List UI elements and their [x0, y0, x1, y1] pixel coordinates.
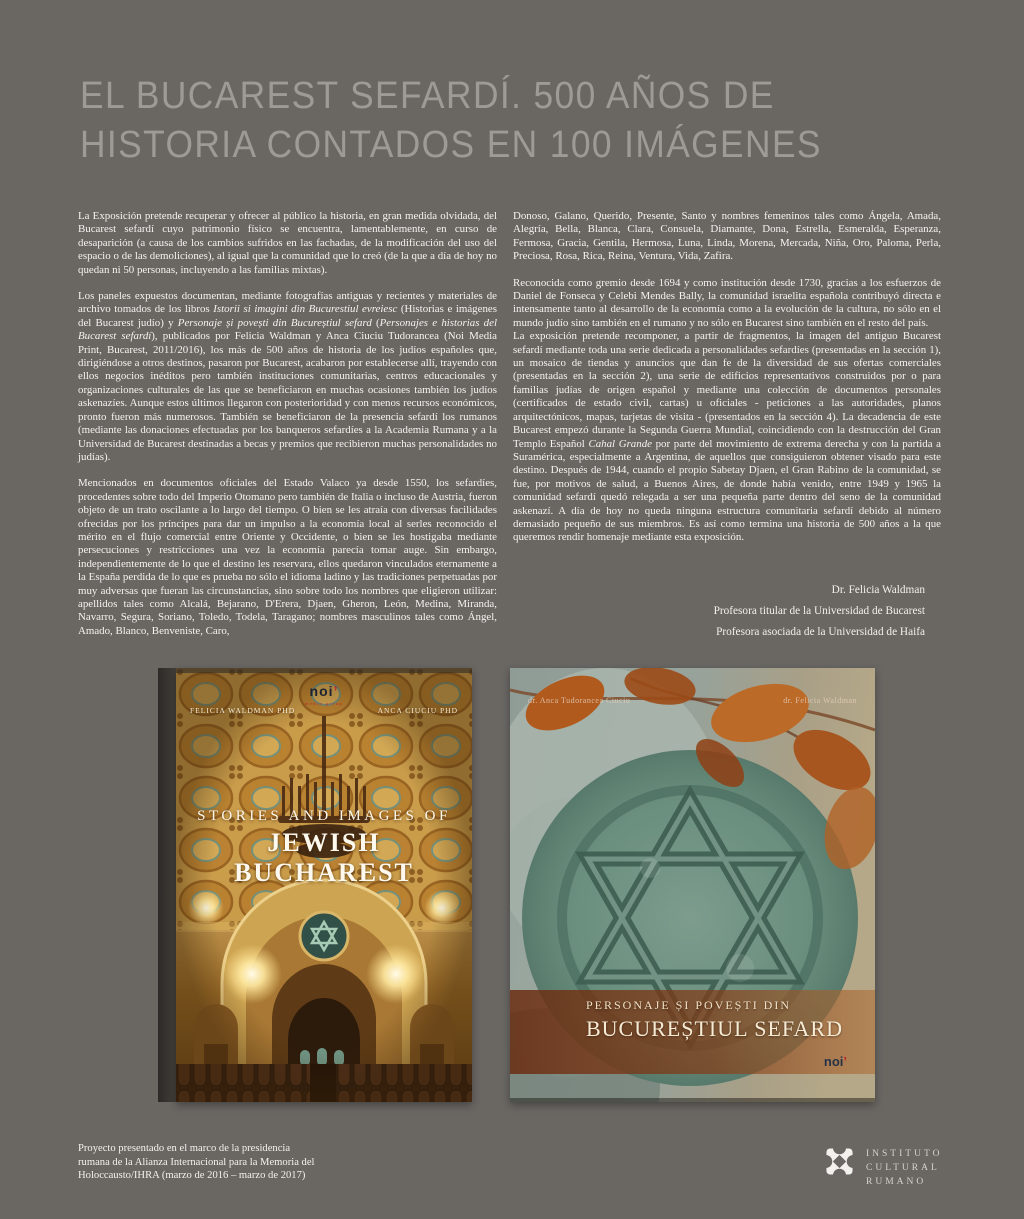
- book-main-title: BUCUREȘTIUL SEFARD: [586, 1016, 843, 1041]
- noi-logo-small: noi’: [823, 1054, 847, 1069]
- noi-logo-text: noi’: [309, 683, 339, 699]
- signature-role-2: Profesora asociada de la Universidad de Haifa: [716, 626, 925, 638]
- paragraph-guild: Reconocida como gremio desde 1694 y como institución desde 1730, gracias a los esfuerzos de Daniel de Fonseca y Celebi Mendes Bally, la comunidad israelita española contribuyó directa e intensamente tanto al desarrollo de la economía como a la evolución de la cultura, no sólo en el mundo judío sino también en el rumano y no sólo en Bucarest sino también en el resto del país.: [513, 276, 941, 329]
- text-column-left: [78, 210, 497, 651]
- project-note-line3: Holoccausto/IHRA (marzo de 2016 – marzo de 2017): [78, 1170, 306, 1182]
- book-cover-left-art: [176, 668, 472, 1102]
- project-note: [78, 1142, 314, 1183]
- book-subtitle: PERSONAJE ȘI POVEȘTI DIN: [586, 998, 792, 1012]
- page-title-line1: EL BUCAREST SEFARDÍ. 500 AÑOS DE: [80, 75, 775, 117]
- signature-block: [513, 580, 941, 643]
- icr-wordmark: [866, 1148, 942, 1189]
- book-cover-bucurestiul-sefard: [510, 668, 875, 1102]
- book-credits-row: [510, 696, 875, 705]
- paragraph-panels: Los paneles expuestos documentan, mediante fotografías antiguas y recientes y materiales de archivo tomados de los libros Istorii si imagini din Bucurestiul evreiesc (Historias e imágenes del Bucarest judío) y Personaje și povești din Bucureștiul sefard (Personajes e historias del Bucarest sefardí), publicados por Felicia Waldman y Anca Ciuciu Tudorancea (Noi Media Print, Bucarest, 2011/2016), los más de 500 años de historia de los judíos españoles que, dirigiéndose a otros destinos, pasaron por Bucarest, acabaron por establecerse allí, trayendo con ellos negocios inéditos pero también instituciones comunitarias, centros educacionales y organizaciones culturales de las que se beneficiaron en muchas ocasiones también los judíos askenazíes. Aunque estos últimos llegaron con posterioridad y con menos recursos económicos, pronto fueron más numerosos. También se beneficiaron de la presencia sefardí los rumanos (mediante las donaciones efectuadas por los banqueros sefardíes a la Academia Rumana y a la Universidad de Bucarest destinadas a becas y premios que recibieron muchas personalidades no judías).: [78, 290, 497, 463]
- credit-left: dr. Anca Tudorancea Ciuciu: [528, 696, 631, 705]
- book-title-main: JEWISH BUCHAREST: [234, 828, 414, 887]
- icr-line2: CULTURAL: [866, 1162, 940, 1173]
- noi-media-group-logo: [176, 684, 472, 707]
- author-left: FELICIA WALDMAN PHD: [190, 706, 296, 715]
- icr-rosette-icon: [825, 1147, 854, 1176]
- paragraph-exhibition: La exposición pretende recomponer, a partir de fragmentos, la imagen del antiguo Bucarest sefardí mediante toda una serie dedicada a personalidades sefardíes (presentadas en la sección 1), un mosaico de tiendas y anuncios que dan fe de la diversidad de sus ofertas comerciales (presentadas en la sección 2), una serie de edificios representativos construidos por o para familias judías de origen español y mediante una colección de documentos personales (certificados de estado civil, cartas) u oficiales - peticiones a las autoridades, planos arquitectónicos, mapas, tarjetas de visita - (presentados en la sección 4). La decadencia de este Bucarest empezó durante la Segunda Guerra Mundial, coincidiendo con la destrucción del Gran Templo Español Cahal Grande por parte del movimiento de extrema derecha y con la partida a Suramérica, especialmente a Argentina, de aquellos que consiguieron obtener visado para este destino. Después de 1944, cuando el propio Sabetay Djaen, el Gran Rabino de la comunidad, se fue, por motivos de salud, a Buenos Aires, de donde había venido, entre 1949 y 1965 la comunidad sefardí quedó relegada a ser una pequeña parte dentro del seno de la comunidad askenazí. A día de hoy no queda ninguna estructura comunitaria sefardí debido al número demasiado pequeño de sus miembros. Es así como termina una historia de 500 años a la que queremos rendir homenaje mediante esta exposición.: [513, 330, 941, 544]
- page-title-line2: HISTORIA CONTADOS EN 100 IMÁGENES: [80, 124, 822, 166]
- noi-logo-small-accent: ’: [843, 1054, 847, 1069]
- book-spine: [158, 668, 176, 1102]
- signature-name: Dr. Felicia Waldman: [831, 584, 925, 596]
- noi-logo-subtext: media group: [304, 701, 344, 706]
- page-title: [80, 72, 822, 170]
- paragraph-history: Mencionados en documentos oficiales del Estado Valaco ya desde 1550, los sefardíes, procedentes sobre todo del Imperio Otomano pero también de Italia o incluso de Austria, fueron objeto de un trato oscilante a lo largo del tiempo. O bien se les atraía con diversas facilidades ofrecidas por los príncipes para dar un impulso a la economía local al serles reconocido el mérito en el flujo comercial entre Oriente y Occidente, o bien se les hostigaba mediante persecuciones y restricciones una vez la economía parecía tomar auge. Sin embargo, independientemente de lo que el destino les reservara, ellos quedaron vinculados eternamente a la España perdida de lo que es prueba no sólo el idioma ladino y las tradiciones perpetuadas por muy adversas que fueran las circunstancias, sino sobre todo los nombres que eligieron utilizar: apellidos tales como Alcalá, Bejarano, D'Erera, Djaen, Gheron, León, Medina, Miranda, Navarro, Segura, Soriano, Toledo, Todela, Taragano; nombres masculinos tales como Ángel, Amado, Blanco, Benveniste, Caro,: [78, 477, 497, 637]
- signature-role-1: Profesora titular de la Universidad de Bucarest: [713, 605, 925, 617]
- project-note-line2: rumana de la Alianza Internacional para la Memoria del: [78, 1156, 315, 1168]
- project-note-line1: Proyecto presentado en el marco de la presidencia: [78, 1143, 291, 1154]
- book-authors-row: [176, 706, 472, 715]
- paragraph-intro: La Exposición pretende recuperar y ofrecer al público la historia, en gran medida olvidada, del Bucarest sefardí cuyo patrimonio físico se encuentra, lamentablemente, en curso de desaparición (a causa de los cambios sufridos en las fachadas, de la modificación del uso del espacio o de las demoliciones), al igual que la comunidad que lo creó (de la que a día de hoy no quedan ni 50 personas, incluyendo a las familias mixtas).: [78, 210, 497, 276]
- romanian-cultural-institute-logo: [825, 1147, 942, 1189]
- paragraph-names: Donoso, Galano, Querido, Presente, Santo y nombres femeninos tales como Ángela, Amada, Alegría, Bella, Blanca, Clara, Consuela, Diamante, Dona, Estrella, Esmeralda, Esperanza, Fermosa, Gracia, Gentila, Hermosa, Luna, Linda, Morena, Mercada, Niña, Oro, Paloma, Perla, Preciosa, Rosa, Rica, Reina, Ventura, Vida, Zafira.: [513, 210, 941, 263]
- book-title-upper: STORIES AND IMAGES OF: [197, 808, 451, 824]
- book-cover-right-art: [510, 668, 875, 1102]
- book-banner-text: [510, 998, 875, 1042]
- author-right: ANCA CIUCIU PHD: [377, 706, 458, 715]
- icr-line3: RUMANO: [866, 1176, 927, 1187]
- noi-logo-accent: ’: [333, 683, 339, 699]
- book-cover-jewish-bucharest: [158, 668, 472, 1102]
- icr-line1: INSTITUTO: [866, 1149, 943, 1159]
- credit-right: dr. Felicia Waldman: [783, 696, 857, 705]
- text-column-right: [513, 210, 941, 558]
